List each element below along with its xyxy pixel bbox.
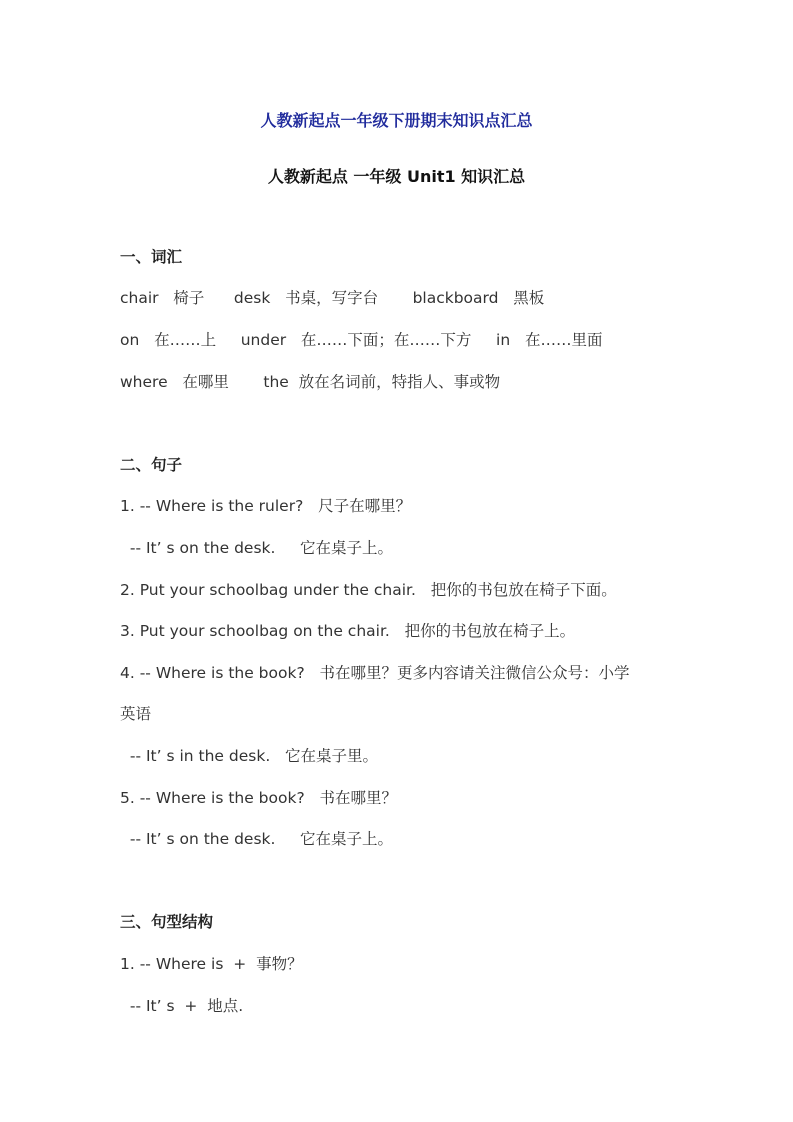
main-title: 人教新起点一年级下册期末知识点汇总 bbox=[260, 111, 533, 130]
sentence-line: 5. -- Where is the book? 书在哪里？ bbox=[120, 789, 397, 807]
sentence-line: 4. -- Where is the book? 书在哪里？更多内容请关注微信公众号：小学 bbox=[120, 664, 630, 682]
sentence-line: -- It’ s on the desk. 它在桌子上。 bbox=[120, 830, 394, 848]
sentence-line: 英语 bbox=[120, 705, 152, 723]
sentence-line: 1. -- Where is the ruler? 尺子在哪里？ bbox=[120, 497, 412, 515]
section-heading-sentence-patterns: 三、句型结构 bbox=[120, 913, 214, 931]
pattern-line: -- It’ s + 地点. bbox=[120, 997, 244, 1015]
sentence-line: -- It’ s on the desk. 它在桌子上。 bbox=[120, 539, 394, 557]
vocab-line: on 在……上 under 在……下面；在……下方 in 在……里面 bbox=[120, 331, 603, 349]
subtitle: 人教新起点 一年级 Unit1 知识汇总 bbox=[267, 167, 526, 186]
vocab-line: chair 椅子 desk 书桌，写字台 blackboard 黑板 bbox=[120, 289, 545, 307]
section-heading-vocabulary: 一、词汇 bbox=[120, 248, 183, 266]
sentence-line: 2. Put your schoolbag under the chair. 把你的书包放在椅子下面。 bbox=[120, 581, 617, 599]
vocab-line: where 在哪里 the 放在名词前，特指人、事或物 bbox=[120, 373, 501, 391]
pattern-line: 1. -- Where is + 事物？ bbox=[120, 955, 303, 973]
sentence-line: 3. Put your schoolbag on the chair. 把你的书包放在椅子上。 bbox=[120, 622, 576, 640]
sentence-line: -- It’ s in the desk. 它在桌子里。 bbox=[120, 747, 379, 765]
section-heading-sentences: 二、句子 bbox=[120, 456, 183, 474]
